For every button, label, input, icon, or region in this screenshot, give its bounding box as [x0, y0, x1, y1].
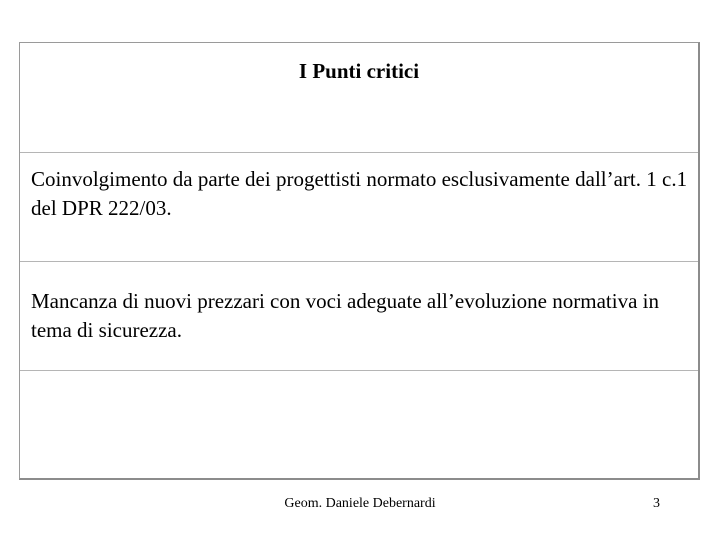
slide-table [19, 42, 700, 480]
row-text-1: Coinvolgimento da parte dei progettisti normato esclusivamente dall’art. 1 c.1 del DPR 222/03. [31, 167, 688, 220]
row-text-2: Mancanza di nuovi prezzari con voci adeguate all’evoluzione normativa in tema di sicurezza. [31, 289, 659, 342]
table-row [20, 261, 698, 370]
table-row [20, 152, 698, 261]
table-title-row [20, 43, 698, 152]
slide-title: I Punti critici [298, 59, 420, 83]
table-row-empty [20, 370, 698, 479]
footer-author: Geom. Daniele Debernardi [284, 496, 436, 511]
page-number: 3 [653, 496, 660, 511]
